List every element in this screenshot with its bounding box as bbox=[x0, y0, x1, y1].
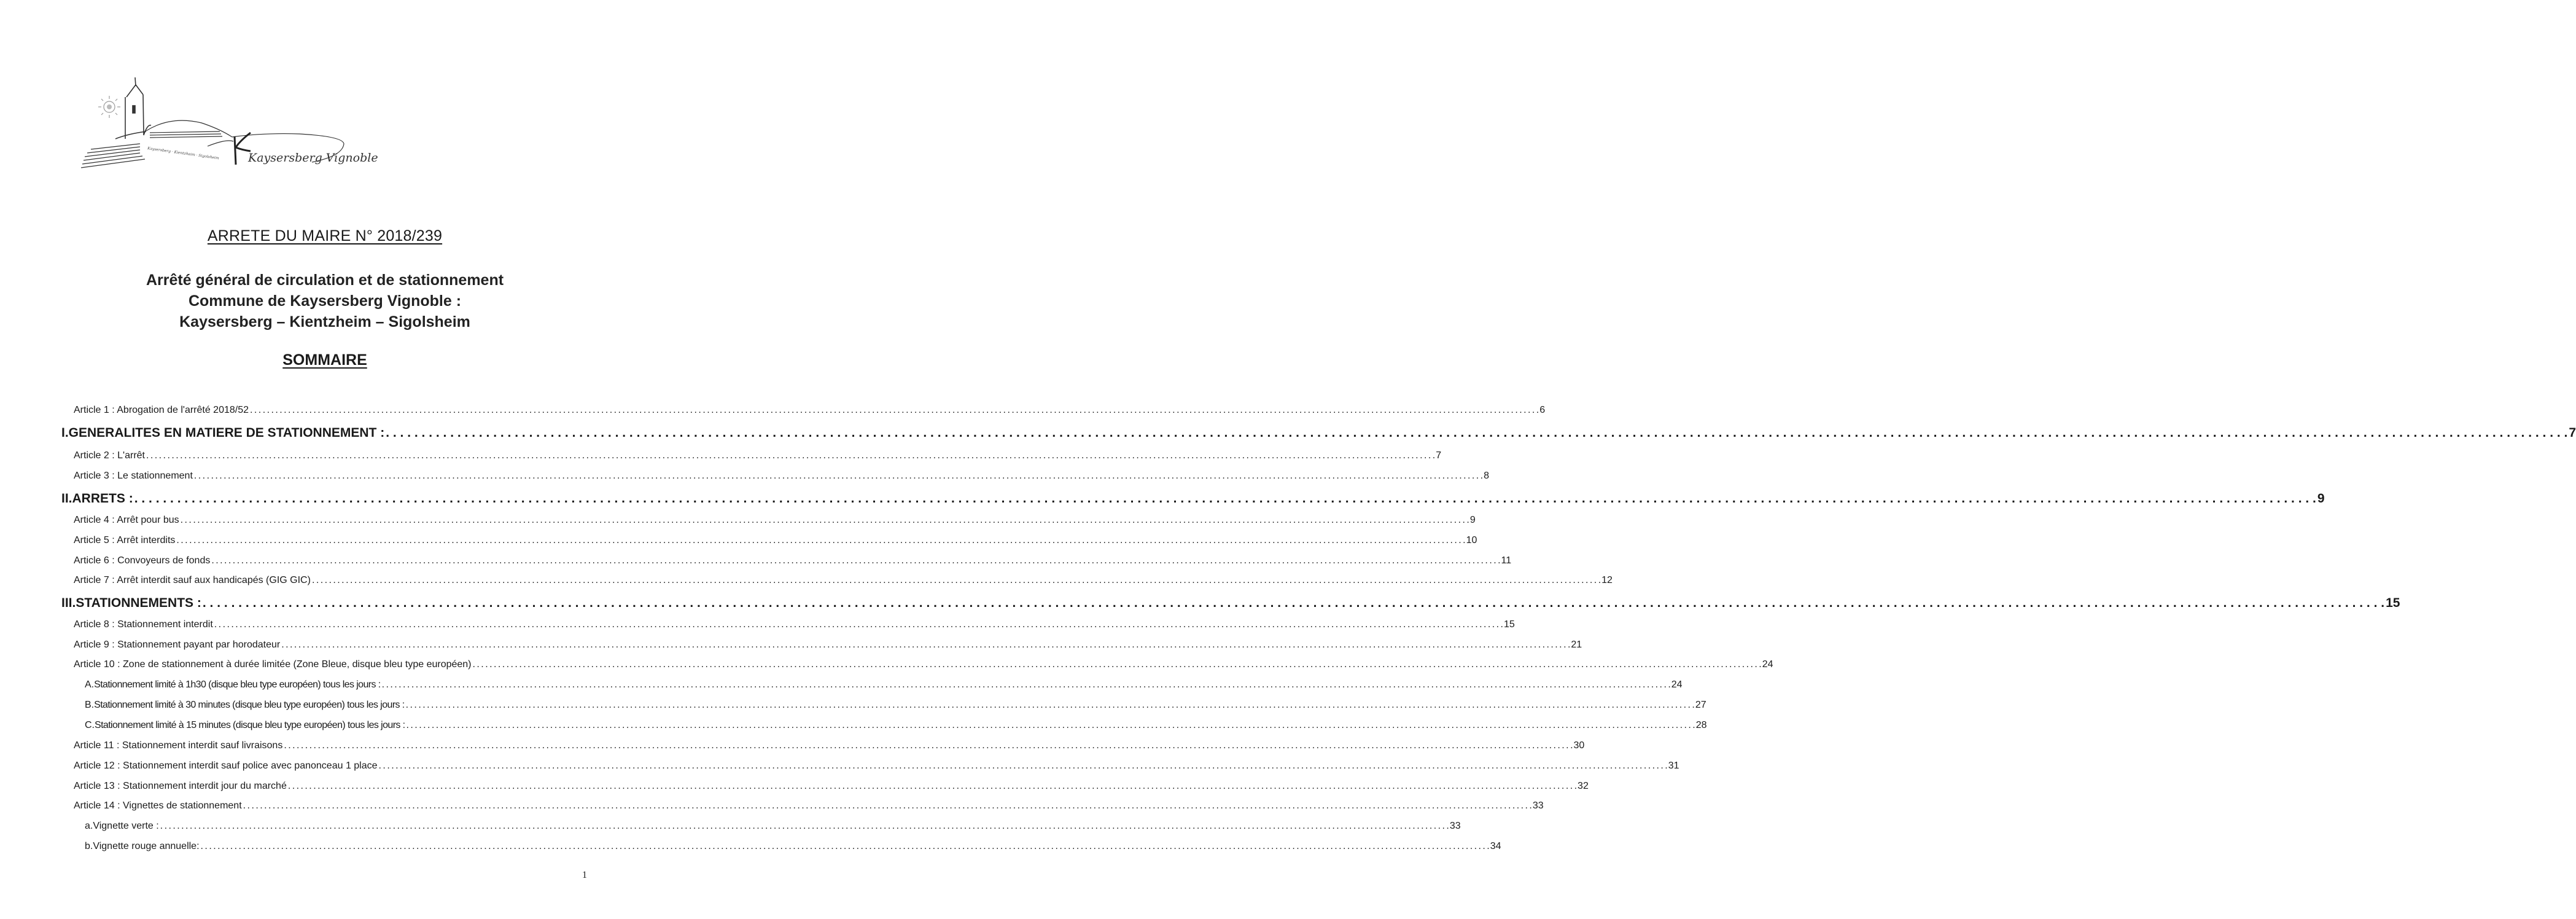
toc-entry-label: Article 8 : Stationnement interdit bbox=[74, 619, 213, 630]
toc-entry-label: Article 14 : Vignettes de stationnement bbox=[74, 800, 242, 811]
toc-entry[interactable] bbox=[74, 535, 1477, 546]
dot-leader bbox=[146, 450, 1434, 461]
toc-section-page: 7 bbox=[2569, 426, 2576, 440]
toc-subentry-label: Stationnement limité à 1h30 (disque bleu type européen) tous les jours : bbox=[94, 679, 381, 690]
toc-entry-label: Article 6 : Convoyeurs de fonds bbox=[74, 555, 211, 566]
toc-subentry-label: Vignette rouge annuelle: bbox=[93, 841, 200, 851]
dot-leader bbox=[407, 720, 1695, 731]
decree-title: ARRETE DU MAIRE N° 2018/239 bbox=[207, 227, 443, 244]
toc-subentry-letter: b. bbox=[85, 841, 93, 851]
toc-subentry-page: 27 bbox=[1695, 700, 1706, 710]
toc-section[interactable] bbox=[61, 596, 2400, 611]
dot-leader bbox=[284, 740, 1572, 751]
dot-leader bbox=[473, 659, 1761, 670]
decree-subtitle-line-3: Kaysersberg – Kientzheim – Sigolsheim bbox=[179, 313, 470, 330]
toc-entry-page: 32 bbox=[1578, 781, 1589, 791]
toc-entry-page: 12 bbox=[1601, 575, 1613, 585]
page-number: 1 bbox=[582, 870, 587, 880]
toc-entry-label: Article 13 : Stationnement interdit jour du marché bbox=[74, 781, 287, 791]
toc-section-number: III. bbox=[61, 596, 76, 610]
toc-entry-page: 24 bbox=[1762, 659, 1773, 670]
toc-entry-label: Article 2 : L'arrêt bbox=[74, 450, 145, 461]
dot-leader bbox=[312, 575, 1600, 586]
toc-entry[interactable] bbox=[74, 800, 1544, 811]
toc-section-label: ARRETS : bbox=[72, 491, 133, 506]
toc-entry-page: 31 bbox=[1668, 761, 1679, 771]
toc-entry-label: Article 5 : Arrêt interdits bbox=[74, 535, 176, 546]
toc-subentry-label: Stationnement limité à 30 minutes (disque bleu type européen) tous les jours : bbox=[94, 700, 405, 710]
toc-subentry-page: 33 bbox=[1449, 821, 1461, 831]
toc-entry-label: Article 12 : Stationnement interdit sauf police avec panonceau 1 place bbox=[74, 761, 378, 771]
toc-entry[interactable] bbox=[74, 781, 1589, 792]
toc-section[interactable] bbox=[61, 491, 2325, 506]
toc-section-page: 9 bbox=[2317, 491, 2325, 506]
dot-leader bbox=[181, 515, 1469, 526]
toc-entry[interactable] bbox=[74, 575, 1613, 586]
toc-entry[interactable] bbox=[74, 471, 1489, 482]
toc-entry-page: 10 bbox=[1466, 535, 1477, 546]
toc-entry-page: 33 bbox=[1532, 800, 1544, 811]
toc-entry-page: 6 bbox=[1539, 405, 1546, 415]
toc-subentry-letter: a. bbox=[85, 821, 93, 831]
toc-entry-label: Article 10 : Zone de stationnement à durée limitée (Zone Bleue, disque bleu type européen) bbox=[74, 659, 472, 670]
toc-subentry[interactable] bbox=[85, 720, 1707, 731]
toc-section-label: STATIONNEMENTS : bbox=[76, 596, 201, 610]
toc-entry-page: 15 bbox=[1503, 619, 1515, 630]
toc-entry-page: 8 bbox=[1484, 471, 1489, 481]
toc-entry-label: Article 7 : Arrêt interdit sauf aux handicapés (GIG GIC) bbox=[74, 575, 311, 585]
dot-leader bbox=[386, 426, 2567, 440]
dot-leader bbox=[406, 700, 1694, 711]
toc-entry-label: Article 3 : Le stationnement bbox=[74, 471, 193, 481]
toc-section[interactable] bbox=[61, 426, 2576, 440]
dot-leader bbox=[382, 679, 1670, 690]
toc-subentry-page: 28 bbox=[1695, 720, 1707, 730]
toc-subentry[interactable] bbox=[85, 700, 1706, 711]
dot-leader bbox=[281, 639, 1570, 651]
toc-section-number: I. bbox=[61, 426, 69, 440]
toc-subentry-label: Stationnement limité à 15 minutes (disque bleu type européen) tous les jours : bbox=[95, 720, 405, 730]
church-tower-icon bbox=[115, 77, 151, 139]
toc-subentry-page: 24 bbox=[1671, 679, 1683, 690]
toc-entry[interactable] bbox=[74, 555, 1512, 566]
toc-entry[interactable] bbox=[74, 639, 1582, 651]
dot-leader bbox=[243, 800, 1531, 811]
toc-entry[interactable] bbox=[74, 761, 1679, 772]
decree-subtitle-line-2: Commune de Kaysersberg Vignoble : bbox=[188, 292, 462, 310]
dot-leader bbox=[176, 535, 1465, 546]
dot-leader bbox=[211, 555, 1500, 566]
toc-subentry-letter: C. bbox=[85, 720, 95, 730]
toc-entry[interactable] bbox=[74, 515, 1476, 526]
toc-section-label: GENERALITES EN MATIERE DE STATIONNEMENT : bbox=[68, 426, 385, 440]
toc-entry[interactable] bbox=[74, 659, 1773, 670]
dot-leader bbox=[379, 761, 1667, 772]
toc-entry-label: Article 9 : Stationnement payant par horodateur bbox=[74, 639, 281, 650]
toc-subentry-page: 34 bbox=[1490, 841, 1501, 851]
dot-leader bbox=[203, 596, 2384, 611]
logo-brand-text: Kaysersberg Vignoble bbox=[248, 151, 378, 165]
toc-subentry[interactable] bbox=[85, 679, 1683, 690]
toc-entry-page: 7 bbox=[1436, 450, 1442, 461]
toc-section-number: II. bbox=[61, 491, 72, 506]
table-of-contents-heading: SOMMAIRE bbox=[282, 351, 367, 369]
toc-entry-page: 9 bbox=[1469, 515, 1476, 525]
logo-villages-text: Kaysersberg · Kientzheim · Sigolsheim bbox=[147, 146, 220, 161]
toc-entry-page: 30 bbox=[1573, 740, 1585, 751]
dot-leader bbox=[201, 841, 1489, 852]
toc-subentry-letter: A. bbox=[85, 679, 95, 690]
toc-entry[interactable] bbox=[74, 405, 1546, 416]
dot-leader bbox=[214, 619, 1503, 630]
kaysersberg-vignoble-logo bbox=[79, 72, 378, 183]
toc-entry-label: Article 11 : Stationnement interdit sauf livraisons bbox=[74, 740, 283, 751]
sun-icon bbox=[98, 96, 120, 118]
dot-leader bbox=[194, 471, 1482, 482]
toc-entry[interactable] bbox=[74, 740, 1585, 751]
toc-section-page: 15 bbox=[2386, 596, 2400, 610]
toc-subentry[interactable] bbox=[85, 841, 1501, 852]
toc-subentry-letter: B. bbox=[85, 700, 95, 710]
toc-entry-page: 21 bbox=[1571, 639, 1582, 650]
toc-entry-label: Article 4 : Arrêt pour bus bbox=[74, 515, 179, 525]
dot-leader bbox=[160, 821, 1449, 832]
dot-leader bbox=[288, 781, 1576, 792]
toc-subentry-label: Vignette verte : bbox=[93, 821, 159, 831]
toc-entry-page: 11 bbox=[1501, 555, 1512, 566]
dot-leader bbox=[250, 405, 1538, 416]
toc-entry[interactable] bbox=[74, 450, 1442, 461]
decree-subtitle-line-1: Arrêté général de circulation et de stationnement bbox=[146, 272, 504, 289]
toc-entry-label: Article 1 : Abrogation de l'arrêté 2018/52 bbox=[74, 405, 249, 415]
dot-leader bbox=[134, 491, 2316, 506]
toc-entry[interactable] bbox=[74, 619, 1515, 630]
toc-subentry[interactable] bbox=[85, 821, 1461, 832]
